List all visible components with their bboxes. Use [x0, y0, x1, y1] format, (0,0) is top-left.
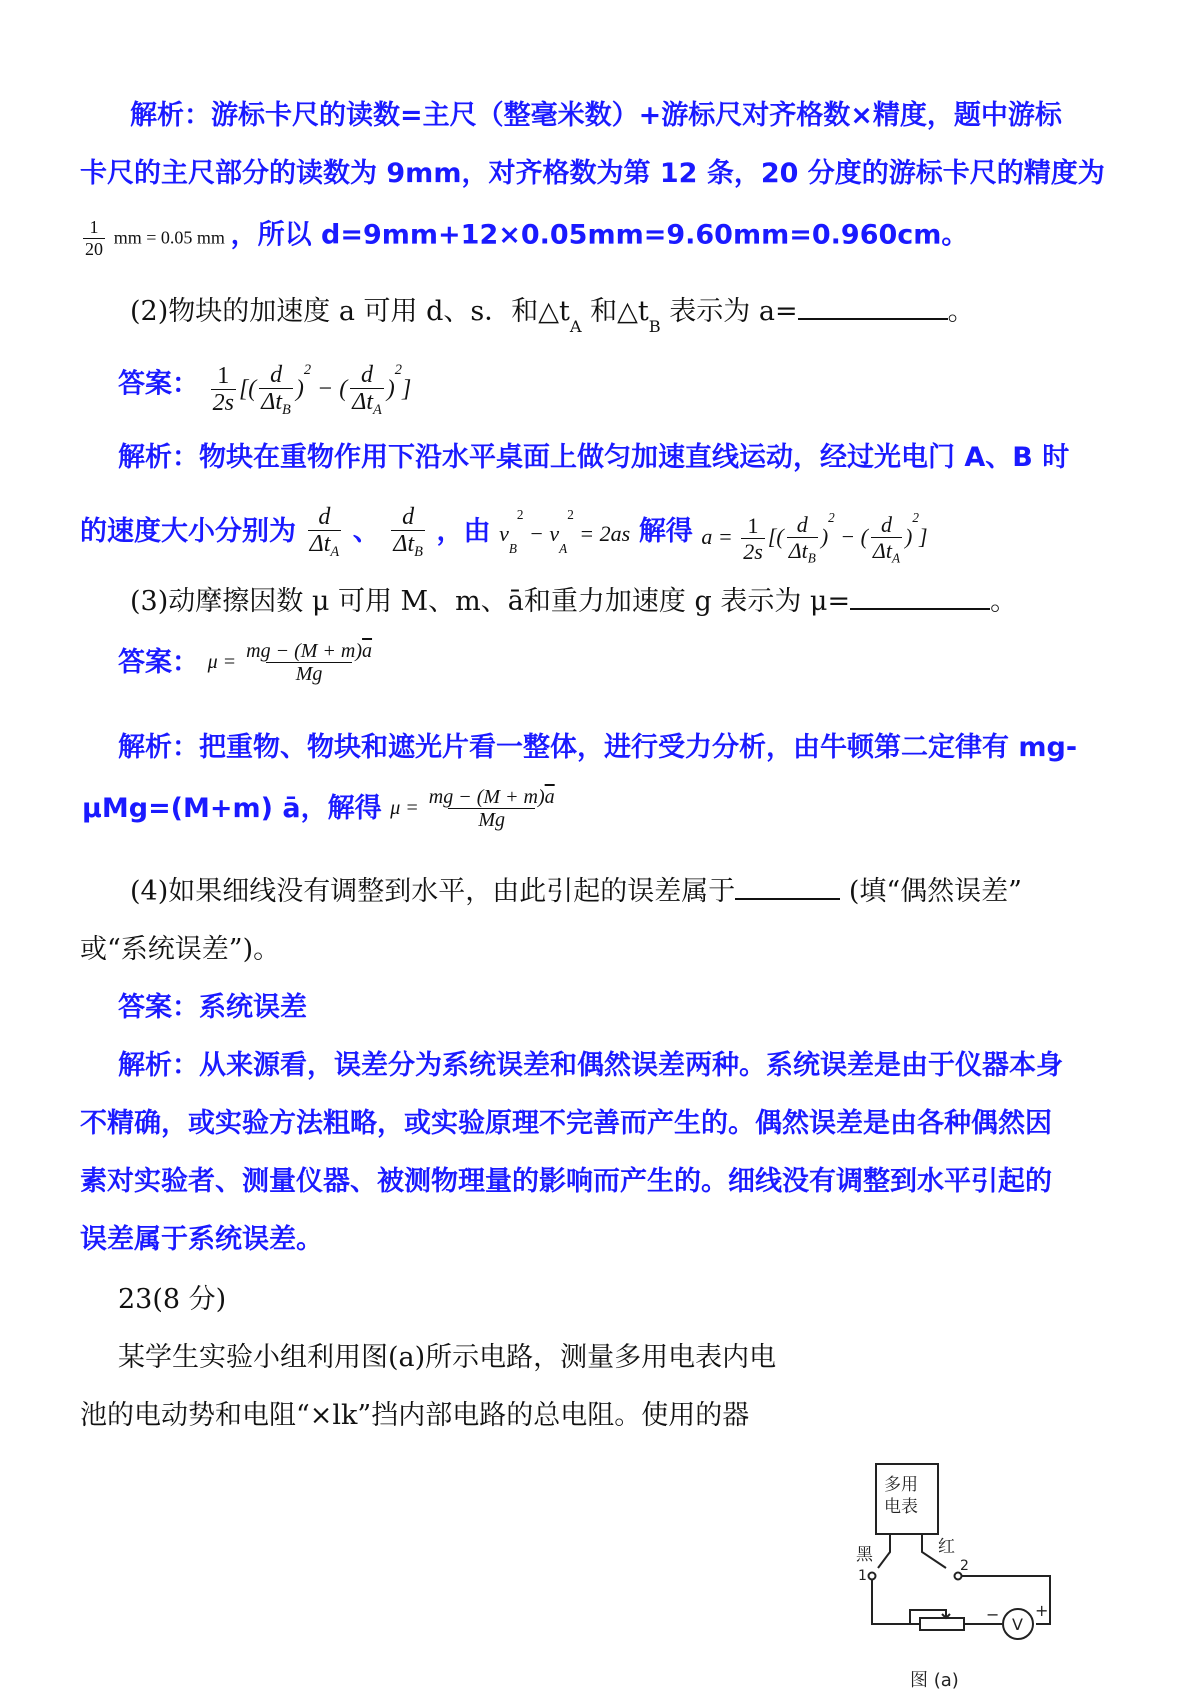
analysis-2-line-2: 的速度大小分别为 $\frac{d}{\Delta t_A}$ 、 $\frac{d}{\Delta t_B}$ ，由 $v_B^2 - v_A^2 = 2as$ 解得 a = $\frac{1}{2s}$ [( $\frac{d}{\Delta t_B}$ )$^2$ − ( $\frac{d}{\Delta t_A}$ )$^2$]: [80, 503, 928, 566]
voltmeter-label: V: [1012, 1615, 1023, 1634]
question-3: (3)动摩擦因数 μ 可用 M、m、ā和重力加速度 g 表示为 μ= 。: [130, 582, 1017, 622]
kinematic-equation: $v_B^2 - v_A^2 = 2as$: [499, 507, 631, 556]
analysis-3-line-2: μMg=(M+m) ā，解得 μ = $\frac{mg - (M + m)\overline{a}}{Mg}$: [82, 786, 560, 856]
label-terminal-1: 1: [858, 1568, 867, 1584]
question-2: (2)物块的加速度 a 可用 d、s．和$\triangle t_A$ 和$\triangle t_B$ 表示为 a= 。: [130, 292, 975, 347]
analysis-vernier-line-3: [80, 218, 968, 259]
label-black: 黑: [856, 1545, 873, 1565]
answer-blank-4: [735, 872, 840, 900]
meter-label-1: 多用: [884, 1475, 918, 1495]
analysis-4-line-3: 素对实验者、测量仪器、被测物理量的影响而产生的。细线没有调整到水平引起的: [80, 1166, 1052, 1197]
answer-3: 答案： μ = $\frac{mg - (M + m)\overline{a}}{Mg}$: [118, 640, 377, 710]
precision-fraction: $\frac{1}{20}$: [85, 217, 103, 259]
velocity-b-fraction: $\frac{d}{\Delta t_B}$: [393, 503, 423, 560]
analysis-vernier-line-1: 解析：游标卡尺的读数=主尺（整毫米数）+游标尺对齐格数×精度，题中游标: [130, 100, 1062, 131]
wire-left: [872, 1580, 920, 1624]
formula-acceleration-derived: a = $\frac{1}{2s}$ [( $\frac{d}{\Delta t_B}$ )$^2$ − ( $\frac{d}{\Delta t_A}$ )$^2$]: [701, 510, 928, 566]
black-lead: [878, 1534, 890, 1568]
circuit-diagram: [850, 1460, 1080, 1698]
question-23-heading: 23(8 分): [118, 1284, 227, 1315]
analysis-vernier-line-2: 卡尺的主尺部分的读数为 9mm，对齐格数为第 12 条，20 分度的游标卡尺的精度为: [80, 158, 1105, 189]
analysis-2-line-1: 解析：物块在重物作用下沿水平桌面上做匀加速直线运动，经过光电门 A、B 时: [118, 442, 1070, 473]
analysis-4-line-4: 误差属于系统误差。: [80, 1224, 323, 1255]
analysis-4-line-2: 不精确，或实验方法粗略，或实验原理不完善而产生的。偶然误差是由各种偶然因: [80, 1108, 1052, 1139]
meter-label-2: 电表: [884, 1497, 918, 1517]
label-terminal-2: 2: [960, 1558, 969, 1574]
answer-blank-3: [850, 582, 990, 610]
question-4-line-1: (4)如果细线没有调整到水平，由此引起的误差属于 (填“偶然误差”: [130, 872, 1022, 912]
analysis-3-line-1: 解析：把重物、物块和遮光片看一整体，进行受力分析，由牛顿第二定律有 mg-: [118, 732, 1078, 763]
diameter-result: ，所以 d=9mm+12×0.05mm=9.60mm=0.960cm。: [230, 219, 969, 251]
terminal-1: [869, 1573, 876, 1580]
voltmeter-minus: −: [986, 1605, 1000, 1624]
voltmeter-plus: +: [1035, 1601, 1049, 1620]
answer-blank-2: [798, 292, 948, 320]
question-4-line-2: 或“系统误差”)。: [80, 934, 281, 965]
figure-caption: 图 (a): [910, 1670, 959, 1691]
rheostat: [920, 1618, 964, 1630]
formula-mu: μ = $\frac{mg - (M + m)\overline{a}}{Mg}$: [207, 640, 373, 685]
analysis-4-line-1: 解析：从来源看，误差分为系统误差和偶然误差两种。系统误差是由于仪器本身: [118, 1050, 1063, 1081]
label-red: 红: [938, 1537, 955, 1557]
question-23-line-1: 某学生实验小组利用图(a)所示电路，测量多用电表内电: [118, 1342, 777, 1373]
answer-label: 答案：: [118, 368, 199, 400]
formula-acceleration: $\frac{1}{2s}$ [( $\frac{d}{\Delta t_B}$ )$^2$ − ( $\frac{d}{\Delta t_A}$ )$^2$]: [212, 362, 412, 419]
answer-2: [118, 350, 411, 430]
precision-value: mm = 0.05 mm: [113, 227, 225, 248]
question-23-line-2: 池的电动势和电阻“×lk”挡内部电路的总电阻。使用的器: [80, 1400, 750, 1431]
formula-mu-derived: μ = $\frac{mg - (M + m)\overline{a}}{Mg}$: [390, 786, 555, 831]
answer-4: 答案：系统误差: [118, 992, 307, 1023]
velocity-a-fraction: $\frac{d}{\Delta t_A}$: [309, 503, 340, 560]
